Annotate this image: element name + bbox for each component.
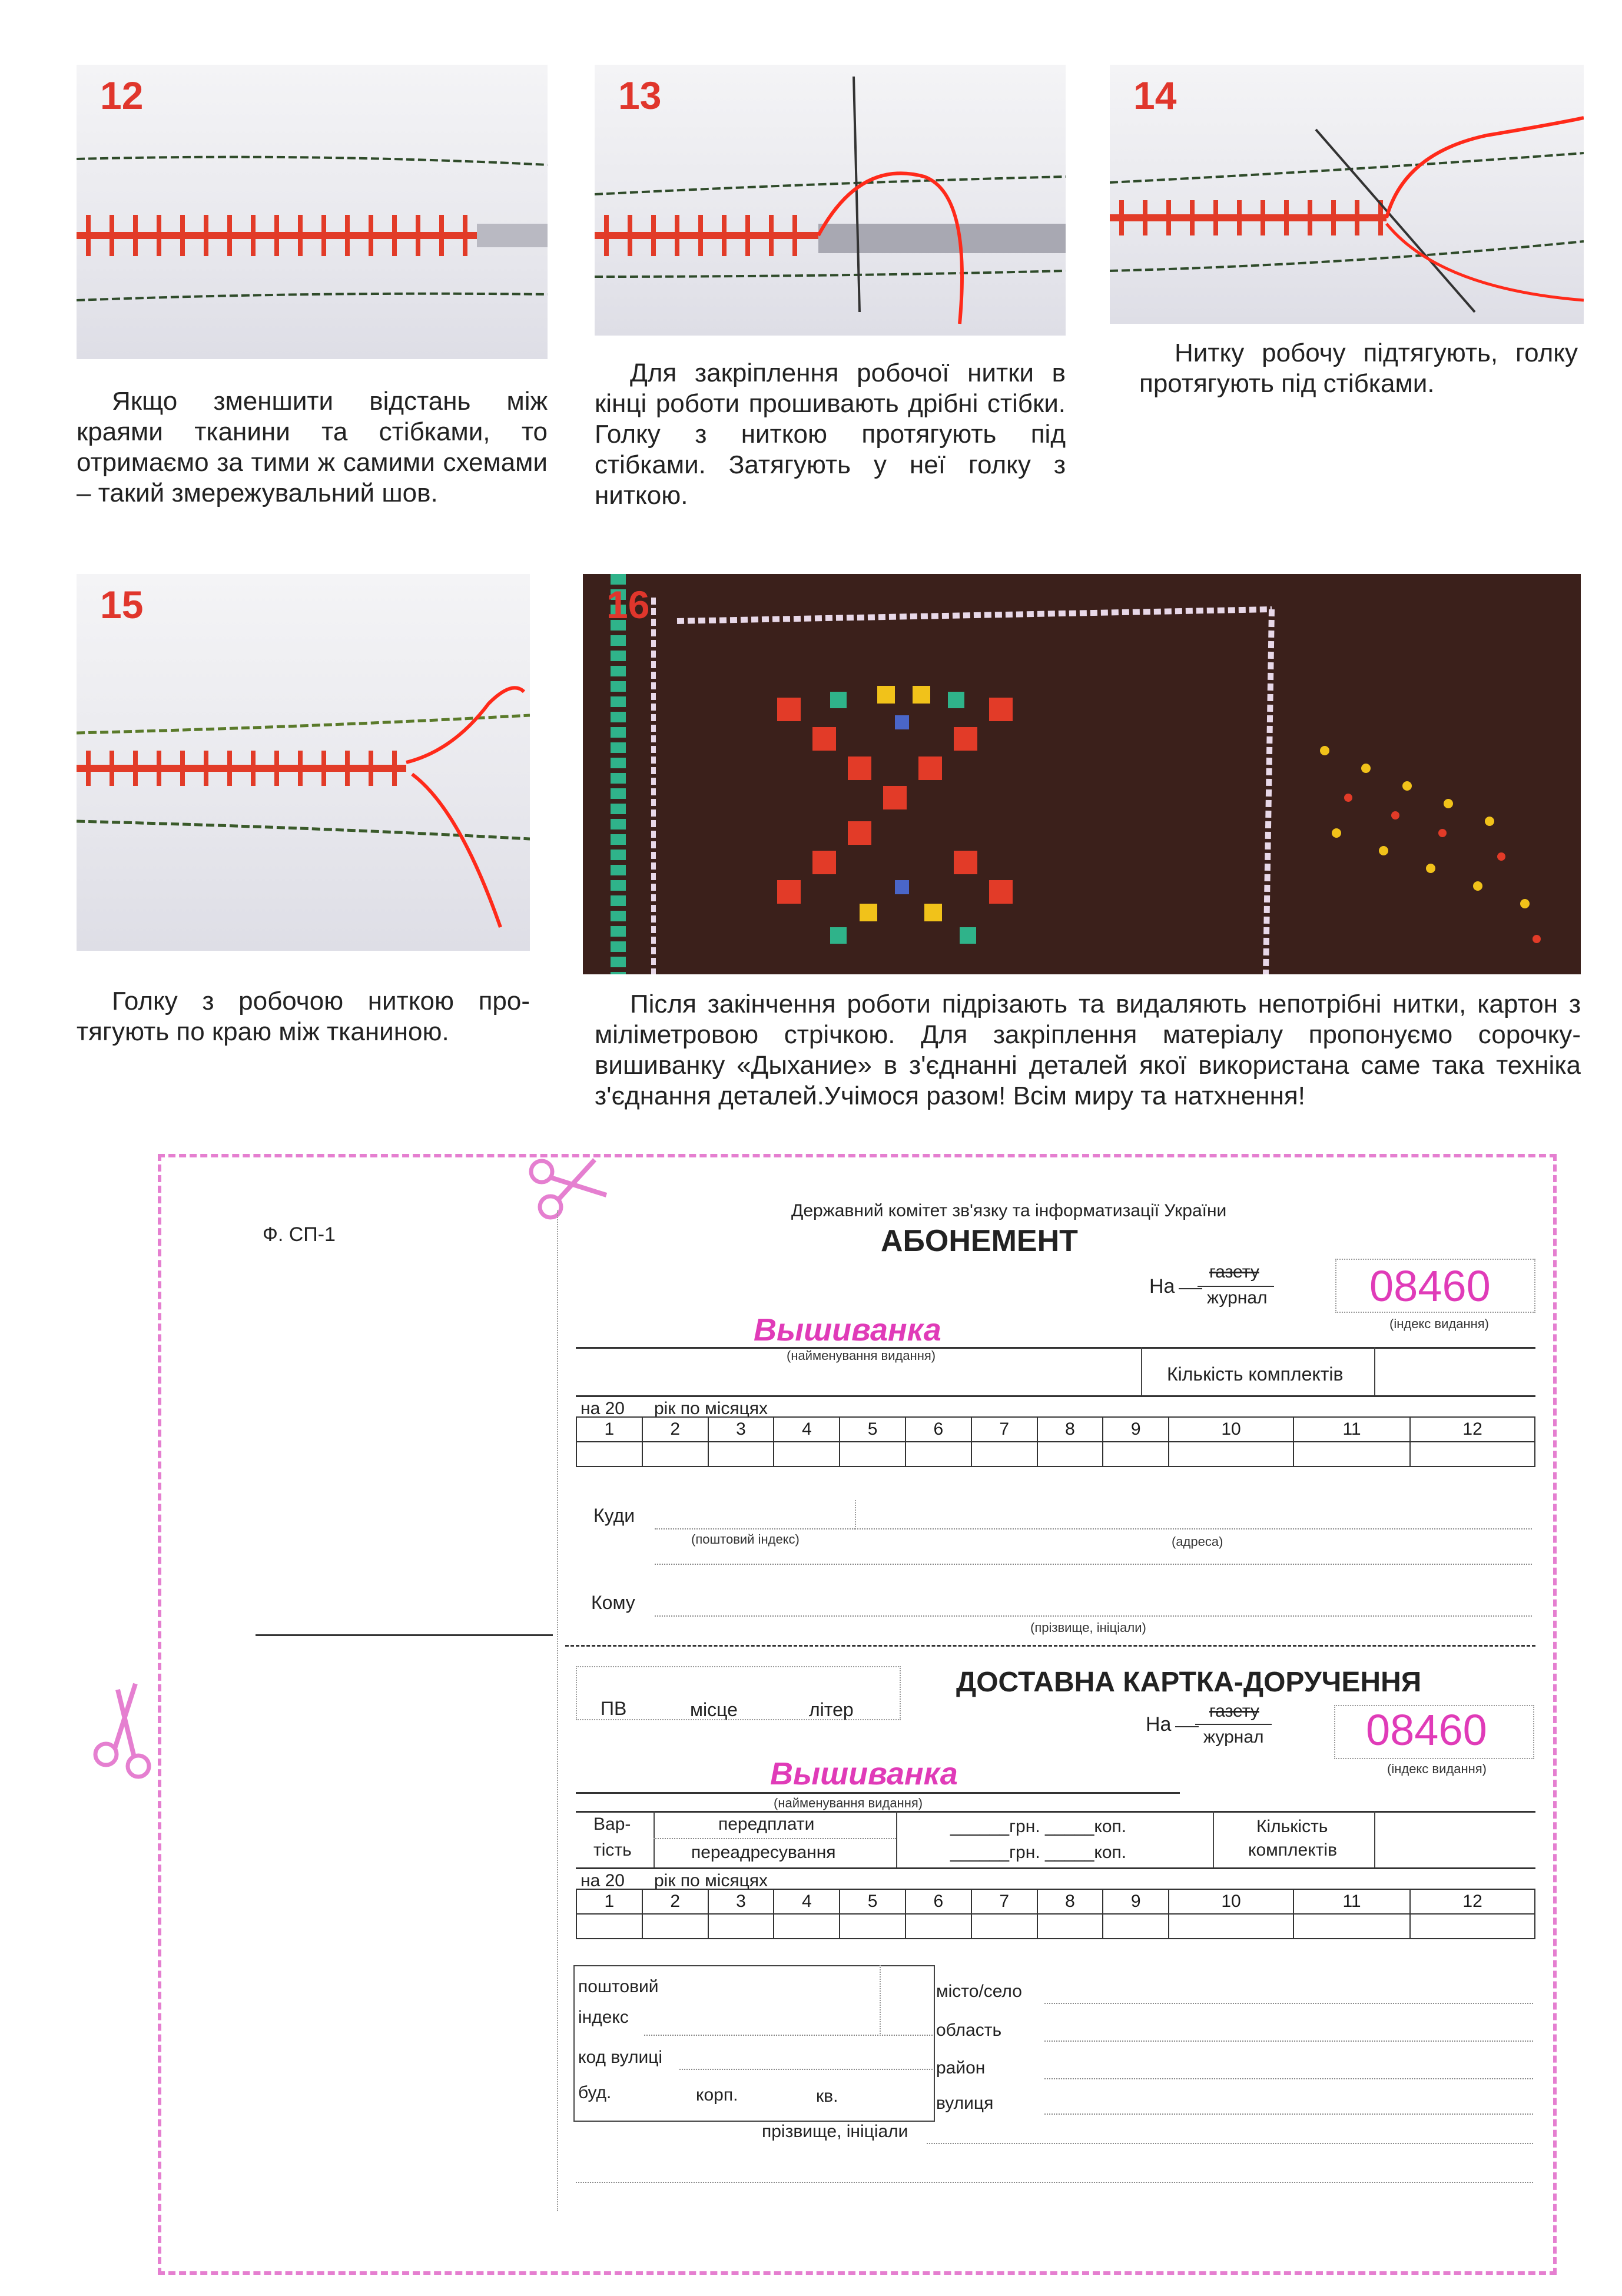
month-entry[interactable]: [1103, 1914, 1169, 1939]
bud-label: буд.: [578, 2083, 612, 2102]
stub-line: [256, 1634, 553, 1636]
month-cell: 6: [905, 1417, 971, 1442]
month-cell: 3: [708, 1417, 774, 1442]
sets-label: Кількість: [1256, 1817, 1328, 1836]
kv-label: кв.: [816, 2086, 838, 2106]
month-cell: 9: [1103, 1417, 1169, 1442]
kudy-label: Куди: [593, 1505, 635, 1526]
index-label: (індекс видання): [1387, 1761, 1487, 1776]
month-entry[interactable]: [971, 1914, 1037, 1939]
misce-label: місце: [690, 1699, 738, 1720]
month-cell: 10: [1169, 1417, 1293, 1442]
zhurnal-label: журнал: [1207, 1288, 1268, 1308]
month-cell: 1: [576, 1889, 642, 1914]
zhurnal-label: журнал: [1203, 1727, 1264, 1747]
gazeta-label: газету: [1209, 1701, 1259, 1721]
postal-index-label: (поштовий індекс): [691, 1532, 800, 1547]
month-entry[interactable]: [1410, 1442, 1535, 1466]
divider: [1195, 1724, 1272, 1725]
divider: [576, 1792, 1180, 1794]
vulytsia-field[interactable]: [1044, 2113, 1533, 2115]
na-label: На: [1149, 1275, 1175, 1298]
month-cell: 7: [971, 1417, 1037, 1442]
address-line[interactable]: [855, 1528, 1532, 1529]
sets-label: комплектів: [1248, 1840, 1338, 1860]
step-12-caption: Якщо зменшити відстань між краями тканини та стібками, то отримаємо за тими ж самими схемами – такий змережувальний шов.: [77, 387, 548, 507]
publication-name: Вышиванка: [754, 1312, 941, 1348]
year-label: на 20_ _ рік по місяцях: [581, 1871, 768, 1890]
peredplaty-label: передплати: [718, 1814, 815, 1834]
divider: [576, 1867, 1535, 1869]
divider: [896, 1811, 897, 1867]
month-cell: 5: [840, 1889, 905, 1914]
form-code: Ф. СП-1: [263, 1223, 336, 1246]
divider: [855, 1500, 856, 1529]
month-entry[interactable]: [774, 1442, 840, 1466]
month-entry[interactable]: [708, 1442, 774, 1466]
stitch-illustration: [595, 65, 1066, 336]
step-14-caption: Нитку робочу підтягують, голку протягують під стібками.: [1139, 339, 1578, 398]
stitch-illustration: [77, 65, 548, 359]
year-label: на 20_ _ рік по місяцях: [581, 1399, 768, 1418]
divider: [1141, 1347, 1142, 1395]
index-label: (індекс видання): [1389, 1316, 1490, 1331]
month-entry[interactable]: [642, 1442, 708, 1466]
name-label: (прізвище, ініціали): [1030, 1620, 1146, 1635]
pv-label: ПВ: [601, 1698, 627, 1719]
divider: [654, 1838, 896, 1839]
index-value: 08460: [1366, 1706, 1487, 1754]
month-entry[interactable]: [905, 1914, 971, 1939]
month-entry[interactable]: [576, 1914, 642, 1939]
month-cell: 11: [1293, 1889, 1410, 1914]
delivery-title: ДОСТАВНА КАРТКА-ДОРУЧЕННЯ: [956, 1667, 1422, 1698]
address-label: (адреса): [1172, 1534, 1223, 1549]
month-entry[interactable]: [1293, 1914, 1410, 1939]
misto-field[interactable]: [1044, 2003, 1533, 2004]
divider: [1198, 1286, 1274, 1287]
oblast-label: область: [936, 2020, 1002, 2040]
divider: [565, 1645, 1535, 1647]
rayon-label: район: [936, 2058, 986, 2078]
cost-label: тість: [593, 1840, 632, 1860]
street-code-label: код вулиці: [578, 2048, 663, 2067]
month-cell: 4: [774, 1417, 840, 1442]
month-entry[interactable]: [1169, 1442, 1293, 1466]
month-cell: 4: [774, 1889, 840, 1914]
month-cell: 10: [1169, 1889, 1293, 1914]
month-cell: 12: [1410, 1889, 1535, 1914]
scissors-icon: [82, 1678, 159, 1784]
step-number: 12: [100, 74, 144, 117]
cost-label: Вар-: [593, 1814, 631, 1834]
rayon-field[interactable]: [1044, 2078, 1533, 2079]
month-entry[interactable]: [1037, 1914, 1103, 1939]
divider: [655, 1564, 1532, 1565]
grn-field[interactable]: ______грн. _____коп.: [950, 1817, 1127, 1836]
month-cell: 1: [576, 1417, 642, 1442]
step-number: 14: [1133, 74, 1177, 117]
months-table: [576, 1889, 1535, 1939]
month-entry[interactable]: [1103, 1442, 1169, 1466]
divider: [576, 1811, 1535, 1813]
month-entry[interactable]: [1410, 1914, 1535, 1939]
gazeta-label: газету: [1209, 1262, 1259, 1282]
month-entry[interactable]: [1037, 1442, 1103, 1466]
publication-label: (найменування видання): [787, 1348, 936, 1363]
photo-step-14: [1110, 65, 1584, 324]
month-entry[interactable]: [576, 1442, 642, 1466]
month-cell: 5: [840, 1417, 905, 1442]
index-value: 08460: [1369, 1262, 1491, 1310]
embroidered-shirt-illustration: [583, 574, 1581, 974]
month-cell: 3: [708, 1889, 774, 1914]
name-label: прізвище, ініціали: [762, 2122, 908, 2141]
misto-label: місто/село: [936, 1982, 1022, 2001]
divider: [576, 1395, 1535, 1397]
publication-label: (найменування видання): [774, 1796, 923, 1810]
step-16-caption: Після закінчення роботи підрізають та видаляють непотрібні нитки, картон з міліметровою стрічкою. Для закріплення матеріалу пропонуємо сорочку-вишиванку «Дыхание» в з'єднанні деталей якої використана саме така техніка з'єднання деталей.Учімося разом! Всім миру та натхнення!: [595, 990, 1581, 1110]
komu-label: Кому: [591, 1592, 635, 1613]
sets-label: Кількість комплектів: [1167, 1363, 1344, 1385]
photo-step-15: [77, 574, 530, 951]
publication-name: Вышиванка: [770, 1756, 958, 1791]
photo-step-12: [77, 65, 548, 359]
stitch-illustration: [1110, 65, 1584, 324]
month-cell: 7: [971, 1889, 1037, 1914]
postal-index-label: поштовий: [578, 1977, 659, 1996]
grn-field[interactable]: ______грн. _____коп.: [950, 1843, 1127, 1862]
month-entry[interactable]: [642, 1914, 708, 1939]
divider: [1374, 1347, 1375, 1395]
months-table: [576, 1416, 1535, 1467]
postal-index-field[interactable]: [644, 2035, 933, 2036]
divider: [654, 1811, 655, 1867]
tear-line: [557, 1210, 558, 2211]
na-label: На: [1146, 1713, 1172, 1736]
postal-index-line[interactable]: [655, 1528, 855, 1529]
liter-label: літер: [809, 1699, 854, 1720]
divider: [576, 1347, 1535, 1349]
step-number: 15: [100, 583, 144, 626]
subscription-title: АБОНЕМЕНТ: [881, 1224, 1078, 1258]
divider: [1175, 1726, 1199, 1727]
month-entry[interactable]: [905, 1442, 971, 1466]
street-code-field[interactable]: [679, 2069, 933, 2070]
month-cell: 8: [1037, 1889, 1103, 1914]
month-cell: 2: [642, 1889, 708, 1914]
korp-label: корп.: [696, 2085, 738, 2105]
step-number: 13: [618, 74, 662, 117]
month-cell: 9: [1103, 1889, 1169, 1914]
month-cell: 6: [905, 1889, 971, 1914]
step-number: 16: [606, 583, 650, 626]
month-entry[interactable]: [971, 1442, 1037, 1466]
divider: [1179, 1288, 1202, 1289]
vulytsia-label: вулиця: [936, 2093, 994, 2113]
month-entry[interactable]: [1169, 1914, 1293, 1939]
oblast-field[interactable]: [1044, 2040, 1533, 2042]
photo-step-13: [595, 65, 1066, 336]
month-cell: 2: [642, 1417, 708, 1442]
month-entry[interactable]: [708, 1914, 774, 1939]
month-cell: 8: [1037, 1417, 1103, 1442]
name-field[interactable]: [927, 2143, 1533, 2144]
ministry-title: Державний комітет зв'язку та інформатизації України: [791, 1201, 1227, 1220]
divider: [1213, 1811, 1214, 1867]
subscription-coupon: [158, 1154, 1557, 2275]
divider: [1374, 1811, 1375, 1867]
divider: [576, 2182, 1533, 2183]
step-15-caption: Голку з робочою ниткою протягують по краю між тканиною.: [77, 987, 530, 1046]
month-entry[interactable]: [840, 1914, 905, 1939]
postal-index-label: індекс: [578, 2008, 629, 2027]
month-entry[interactable]: [1293, 1442, 1410, 1466]
month-cell: 12: [1410, 1417, 1535, 1442]
month-entry[interactable]: [774, 1914, 840, 1939]
month-cell: 11: [1293, 1417, 1410, 1442]
divider: [880, 1965, 881, 2036]
photo-step-16: [583, 574, 1581, 974]
name-line[interactable]: [655, 1615, 1532, 1617]
month-entry[interactable]: [840, 1442, 905, 1466]
stitch-illustration: [77, 574, 530, 951]
pereadresuvannya-label: переадресування: [691, 1843, 836, 1862]
step-13-caption: Для закріплення робочої нитки в кінці роботи прошивають дрібні стібки. Голку з ниткою протягують під стібками. Затягують у неї голку з ниткою.: [595, 359, 1066, 510]
